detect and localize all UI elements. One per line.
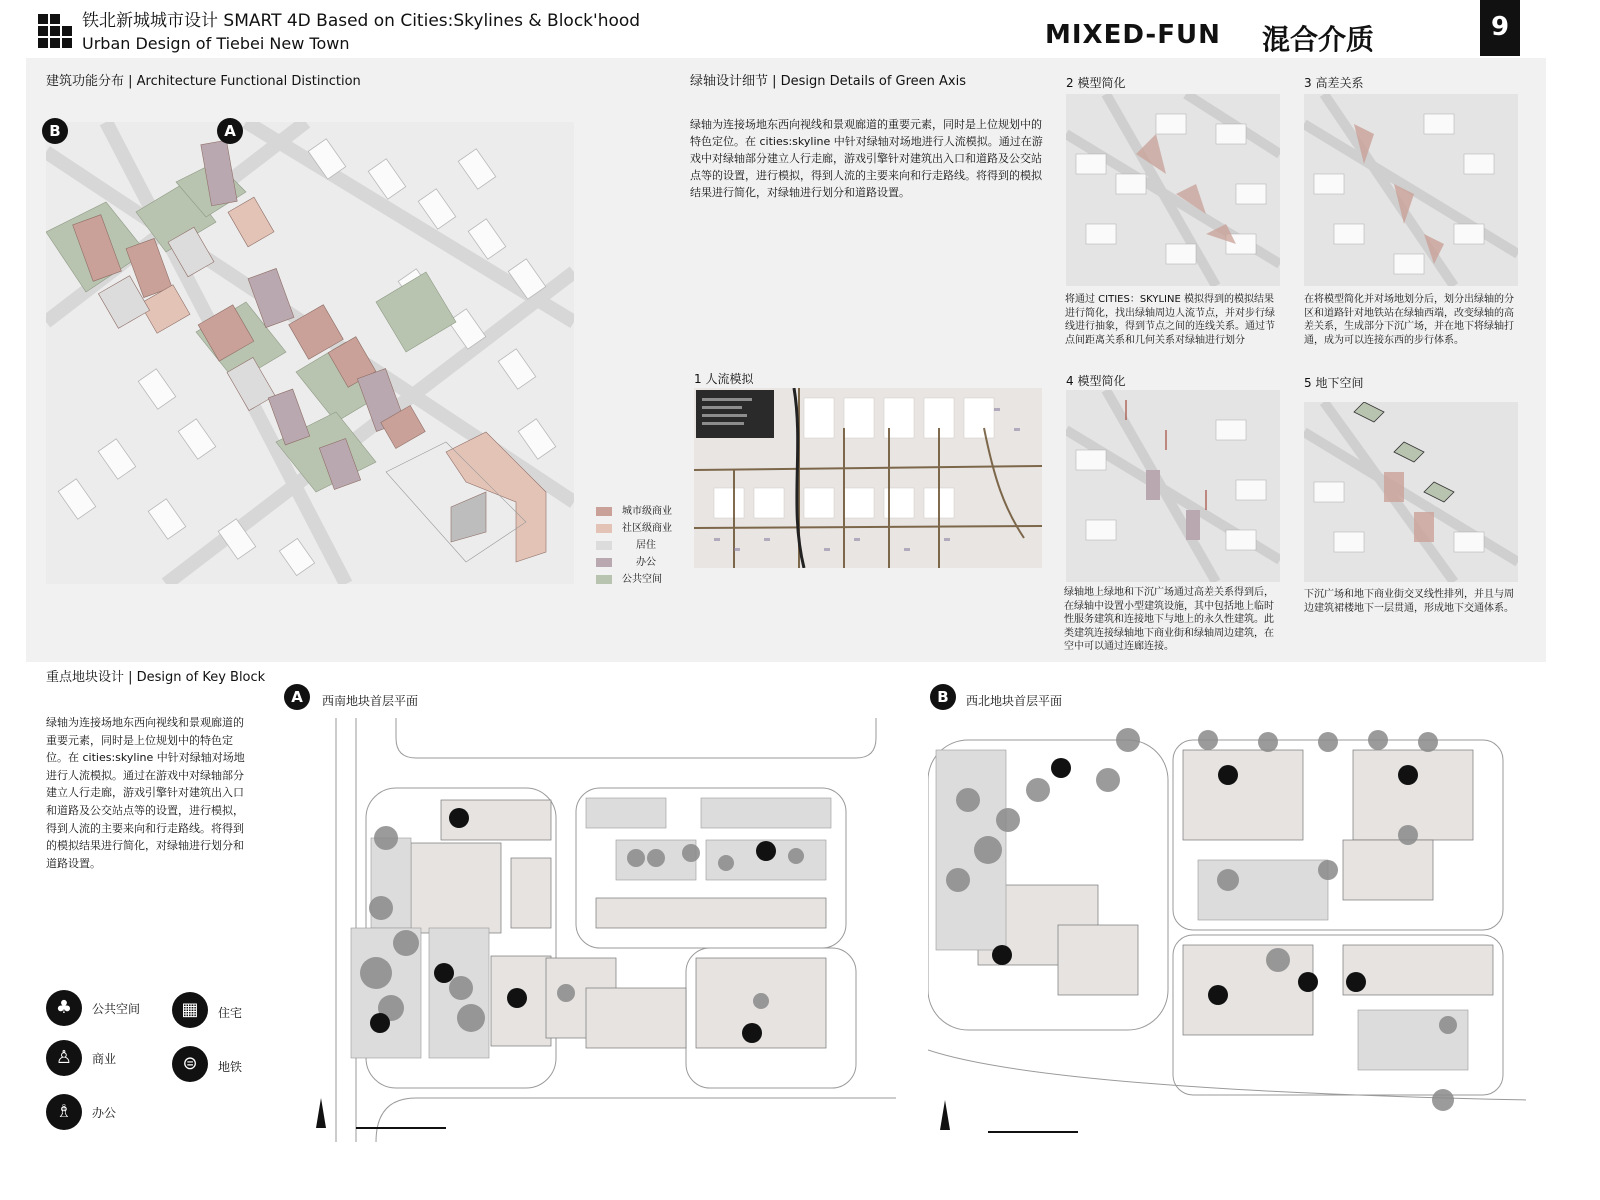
public-space-icon: ♣ (46, 990, 82, 1026)
height-relation-image (1304, 94, 1518, 286)
residence-icon: ▦ (172, 992, 208, 1028)
step5-text: 下沉广场和地下商业街交叉线性排列，并且与周边建筑裙楼地下一层贯通，形成地下交通体系。 (1304, 589, 1514, 614)
legend-community-commerce (596, 520, 676, 537)
legend-metro-label: 地铁 (218, 1060, 243, 1074)
legend-label: 办公 (636, 556, 656, 568)
step3-label: 3 高差关系 (1304, 76, 1364, 90)
legend-public-space-label: 公共空间 (92, 1002, 141, 1016)
step5-label: 5 地下空间 (1304, 376, 1364, 390)
step2-text: 将通过 CITIES：SKYLINE 模拟得到的模拟结果进行简化，找出绿轴周边人流节点，并对步行绿线进行抽象，得到节点之间的连线关系。通过节点间距离关系和几何关系对绿轴进行划分 (1065, 294, 1275, 346)
legend-swatch (596, 524, 612, 533)
step2-label: 2 模型简化 (1066, 76, 1126, 90)
legend-public-space (596, 571, 676, 588)
legend-swatch (596, 575, 612, 584)
theme-english: MIXED-FUN (1045, 20, 1221, 50)
legend-residence (596, 537, 676, 554)
model-simplify-image (1066, 94, 1280, 286)
office-icon: ♗ (46, 1094, 82, 1130)
commerce-icon: ♙ (46, 1040, 82, 1076)
header-subtitle: Urban Design of Tiebei New Town (82, 34, 350, 53)
legend-label: 公共空间 (622, 573, 662, 585)
crowd-simulation-image (694, 388, 1042, 568)
legend-commerce-label: 商业 (92, 1052, 117, 1066)
legend-swatch (596, 558, 612, 567)
page-number: 9 (1480, 0, 1520, 56)
plan-a-drawing (296, 718, 902, 1142)
key-block-text: 绿轴为连接场地东西向视线和景观廊道的重要元素，同时是上位规划中的特色定位。在 cities:skyline 中针对绿轴对场地进行人流模拟。通过在游戏中对绿轴部分建立人行走廊，游戏引擎针对建筑出入口和道路及公交站点等的设置，进行模拟，得到人流的主要来向和行走路线。将得到的模拟结果进行简化，对绿轴进行划分和道路设置。 (46, 716, 245, 870)
green-axis-text: 绿轴为连接场地东西向视线和景观廊道的重要元素，同时是上位规划中的特色定位。在 cities:skyline 中针对绿轴对场地进行人流模拟。通过在游戏中对绿轴部分建立人行走廊，游戏引擎针对建筑出入口和道路及公交站点等的设置，进行模拟，得到人流的主要来向和行走路线。将得到的模拟结果进行简化，对绿轴进行划分和道路设置。 (690, 118, 1043, 199)
metro-icon: ⊜ (172, 1046, 208, 1082)
green-axis-title: 绿轴设计细节 | Design Details of Green Axis (690, 74, 966, 89)
theme-chinese: 混合介质 (1262, 23, 1375, 56)
plan-a-label: 西南地块首层平面 (322, 694, 419, 708)
plan-b-label: 西北地块首层平面 (966, 694, 1063, 708)
model-simplify-2-image (1066, 390, 1280, 582)
step3-text: 在将模型简化并对场地划分后，划分出绿轴的分区和道路针对地铁站在绿轴西端，改变绿轴的高差关系，生成部分下沉广场，并在地下将绿轴打通，成为可以连接东西的步行体系。 (1304, 294, 1514, 346)
step4-text: 绿轴地上绿地和下沉广场通过高差关系得到后，在绿轴中设置小型建筑设施，其中包括地上临时性服务建筑和连接地下与地上的永久性建筑。此类建筑连接绿轴地下商业街和绿轴周边建筑，在空中可以通过连廊连接。 (1064, 587, 1274, 652)
key-block-title: 重点地块设计 | Design of Key Block (46, 670, 266, 685)
marker-b: B (42, 118, 68, 144)
function-legend (596, 503, 676, 588)
logo-grid-icon (38, 14, 72, 48)
header-title: 铁北新城城市设计 SMART 4D Based on Cities:Skylines & Block'hood (82, 11, 641, 31)
legend-city-commerce (596, 503, 676, 520)
legend-label: 社区级商业 (622, 522, 672, 534)
legend-swatch (596, 541, 612, 550)
legend-office-label: 办公 (92, 1106, 117, 1120)
legend-office (596, 554, 676, 571)
underground-space-image (1304, 402, 1518, 582)
legend-label: 居住 (636, 539, 656, 551)
legend-residence-label: 住宅 (218, 1006, 243, 1020)
legend-label: 城市级商业 (622, 505, 672, 517)
step1-label: 1 人流模拟 (694, 372, 754, 386)
arch-section-title: 建筑功能分布 | Architecture Functional Distinction (46, 74, 361, 89)
step4-label: 4 模型简化 (1066, 374, 1126, 388)
plan-b-drawing (928, 720, 1526, 1142)
marker-a: A (217, 118, 243, 144)
plan-a-marker: A (284, 684, 310, 710)
plan-b-marker: B (930, 684, 956, 710)
arch-axonometric-map (46, 122, 574, 584)
legend-swatch (596, 507, 612, 516)
